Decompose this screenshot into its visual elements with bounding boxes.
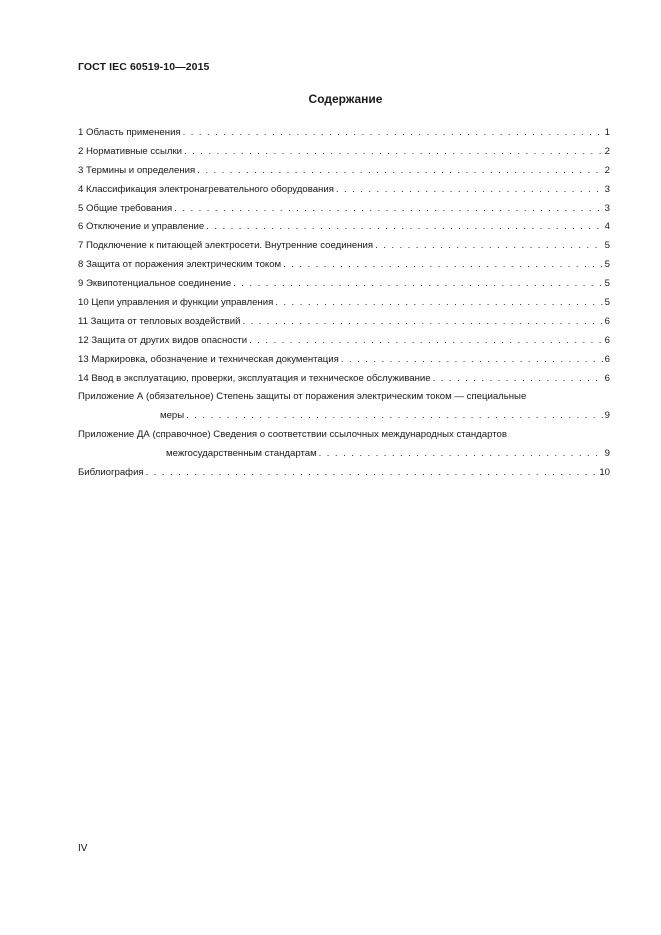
leader-dots xyxy=(375,237,603,256)
toc-item-label: 14 Ввод в эксплуатацию, проверки, эксплуатация и техническое обслуживание xyxy=(78,372,431,384)
toc-item-page: 2 xyxy=(604,164,610,176)
toc-item-annex-a[interactable] xyxy=(78,407,610,426)
toc-item[interactable] xyxy=(78,237,610,256)
toc-item-label: Библиография xyxy=(78,467,144,479)
toc-item-label: 7 Подключение к питающей электросети. Внутренние соединения xyxy=(78,240,374,252)
toc-item-page: 6 xyxy=(604,372,610,384)
toc-item-label: межгосударственным стандартам xyxy=(166,448,317,460)
annex-da-title[interactable]: Приложение ДА (справочное) Сведения о соответствии ссылочных международных стандартов xyxy=(78,429,507,441)
toc-item[interactable] xyxy=(78,218,610,237)
toc-item-label: 11 Защита от тепловых воздействий xyxy=(78,315,241,327)
toc-item-page: 1 xyxy=(604,127,610,138)
toc-item[interactable] xyxy=(78,162,610,181)
leader-dots xyxy=(186,407,602,426)
leader-dots xyxy=(249,332,603,351)
toc-item-page: 6 xyxy=(604,315,610,327)
toc-item-label: 2 Нормативные ссылки xyxy=(78,145,183,157)
toc-item[interactable] xyxy=(78,143,610,162)
toc-item[interactable] xyxy=(78,351,610,370)
leader-dots xyxy=(243,313,603,332)
leader-dots xyxy=(206,218,602,237)
leader-dots xyxy=(146,464,598,483)
toc-item-label: 1 Область применения xyxy=(78,127,181,138)
toc-item-page: 6 xyxy=(604,334,610,346)
leader-dots xyxy=(283,256,603,275)
toc-item-label: 8 Защита от поражения электрическим током xyxy=(78,259,282,271)
toc-item-page: 2 xyxy=(604,145,610,157)
toc-item-page: 5 xyxy=(604,297,610,309)
leader-dots xyxy=(275,294,602,313)
leader-dots xyxy=(341,351,603,370)
toc-item[interactable] xyxy=(78,200,610,219)
annex-a-title[interactable]: Приложение А (обязательное) Степень защиты от поражения электрическим током — специальные xyxy=(78,391,527,403)
toc-item[interactable] xyxy=(78,124,610,143)
leader-dots xyxy=(336,181,603,200)
document-header: ГОСТ IEC 60519-10—2015 xyxy=(78,61,210,73)
toc-item[interactable] xyxy=(78,332,610,351)
toc-item-label: 10 Цепи управления и функции управления xyxy=(78,297,274,309)
toc-item-label: 5 Общие требования xyxy=(78,202,173,214)
toc-item-page: 5 xyxy=(604,240,610,252)
leader-dots xyxy=(174,200,602,219)
table-of-contents xyxy=(78,124,610,483)
leader-dots xyxy=(183,124,603,143)
toc-item-label: меры xyxy=(160,410,185,422)
toc-item[interactable] xyxy=(78,313,610,332)
toc-item-page: 10 xyxy=(599,467,610,479)
toc-item-page: 4 xyxy=(604,221,610,233)
toc-item-page: 3 xyxy=(604,183,610,195)
toc-item-page: 5 xyxy=(604,278,610,290)
toc-item-annex-da[interactable] xyxy=(78,445,610,464)
toc-item[interactable] xyxy=(78,275,610,294)
toc-item-page: 9 xyxy=(604,448,610,460)
toc-item-page: 5 xyxy=(604,259,610,271)
toc-item-page: 9 xyxy=(604,410,610,422)
toc-item[interactable] xyxy=(78,181,610,200)
leader-dots xyxy=(233,275,602,294)
leader-dots xyxy=(197,162,602,181)
leader-dots xyxy=(319,445,603,464)
leader-dots xyxy=(433,370,603,389)
toc-item-bibliography[interactable] xyxy=(78,464,610,483)
leader-dots xyxy=(184,143,603,162)
toc-item[interactable] xyxy=(78,256,610,275)
toc-item-page: 6 xyxy=(604,353,610,365)
page-number: IV xyxy=(78,843,88,854)
toc-item-label: 6 Отключение и управление xyxy=(78,221,205,233)
toc-item-label: 4 Классификация электронагревательного оборудования xyxy=(78,183,334,195)
toc-item[interactable] xyxy=(78,370,610,389)
page-title: Содержание xyxy=(308,92,383,106)
toc-item-page: 3 xyxy=(604,202,610,214)
toc-item-label: 12 Защита от других видов опасности xyxy=(78,334,248,346)
toc-item-label: 9 Эквипотенциальное соединение xyxy=(78,278,232,290)
toc-item-label: 13 Маркировка, обозначение и техническая документация xyxy=(78,353,339,365)
toc-item-label: 3 Термины и определения xyxy=(78,164,196,176)
toc-item[interactable] xyxy=(78,294,610,313)
